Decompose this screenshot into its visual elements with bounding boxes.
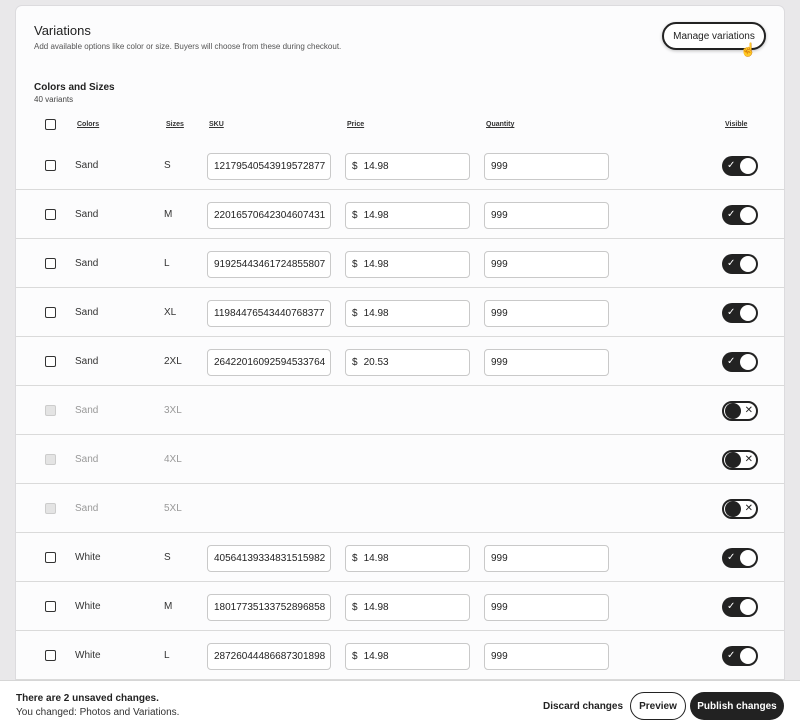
color-cell: Sand: [75, 258, 99, 269]
unsaved-detail: You changed: Photos and Variations.: [16, 707, 180, 718]
check-icon: ✓: [727, 601, 736, 612]
table-row: [16, 337, 784, 386]
price-input[interactable]: [345, 202, 470, 229]
visibility-toggle[interactable]: [722, 352, 758, 372]
quantity-input[interactable]: [484, 349, 609, 376]
check-icon: ✓: [727, 356, 736, 367]
column-header-colors[interactable]: Colors: [77, 121, 100, 128]
toggle-knob: [740, 599, 756, 615]
sku-input[interactable]: [207, 202, 331, 229]
currency-symbol: $: [352, 602, 358, 613]
row-checkbox[interactable]: [45, 601, 56, 612]
price-value: 14.98: [363, 161, 389, 172]
quantity-input[interactable]: [484, 643, 609, 670]
table-row: [16, 582, 784, 631]
price-input[interactable]: [345, 594, 470, 621]
row-checkbox: [45, 503, 56, 514]
toggle-knob: [725, 452, 741, 468]
price-input[interactable]: [345, 300, 470, 327]
quantity-value: 999: [491, 651, 508, 662]
currency-symbol: $: [352, 357, 358, 368]
sku-input[interactable]: [207, 643, 331, 670]
color-cell: Sand: [75, 160, 99, 171]
currency-symbol: $: [352, 651, 358, 662]
price-value: 14.98: [363, 602, 389, 613]
toggle-knob: [740, 648, 756, 664]
currency-symbol: $: [352, 161, 358, 172]
visibility-toggle[interactable]: [722, 401, 758, 421]
color-cell: Sand: [75, 209, 99, 220]
price-value: 20.53: [363, 357, 389, 368]
visibility-toggle[interactable]: [722, 646, 758, 666]
sku-value: 22016570642304607431: [214, 210, 326, 221]
sku-value: 28726044486687301898: [214, 651, 326, 662]
row-checkbox[interactable]: [45, 552, 56, 563]
color-cell: Sand: [75, 356, 99, 367]
quantity-input[interactable]: [484, 545, 609, 572]
currency-symbol: $: [352, 308, 358, 319]
quantity-value: 999: [491, 602, 508, 613]
row-checkbox: [45, 405, 56, 416]
visibility-toggle[interactable]: [722, 205, 758, 225]
toggle-knob: [740, 305, 756, 321]
row-checkbox: [45, 454, 56, 465]
size-cell: M: [164, 601, 173, 612]
sku-value: 11984476543440768377: [214, 308, 325, 319]
quantity-value: 999: [491, 553, 508, 564]
table-row: [16, 141, 784, 190]
column-header-sizes[interactable]: Sizes: [166, 121, 184, 128]
toggle-knob: [725, 403, 741, 419]
table-row: [16, 190, 784, 239]
color-cell: Sand: [75, 454, 99, 465]
table-row: [16, 533, 784, 582]
visibility-toggle[interactable]: [722, 303, 758, 323]
price-value: 14.98: [363, 210, 389, 221]
column-header-price[interactable]: Price: [347, 121, 365, 128]
size-cell: 4XL: [164, 454, 182, 465]
visibility-toggle[interactable]: [722, 499, 758, 519]
toggle-knob: [740, 256, 756, 272]
section-header: [34, 23, 341, 51]
color-cell: Sand: [75, 405, 99, 416]
row-checkbox[interactable]: [45, 258, 56, 269]
publish-changes-button[interactable]: Publish changes: [690, 692, 784, 720]
preview-button[interactable]: Preview: [630, 692, 686, 720]
x-icon: ✕: [744, 454, 753, 465]
size-cell: L: [164, 650, 170, 661]
sku-value: 40564139334831515982: [214, 553, 326, 564]
visibility-toggle[interactable]: [722, 450, 758, 470]
color-cell: Sand: [75, 307, 99, 318]
sku-input[interactable]: [207, 251, 331, 278]
hand-pointer-icon: ☝: [740, 42, 757, 57]
quantity-input[interactable]: [484, 251, 609, 278]
size-cell: S: [164, 552, 171, 563]
quantity-value: 999: [491, 357, 508, 368]
table-row: [16, 631, 784, 680]
table-row: [16, 386, 784, 435]
currency-symbol: $: [352, 553, 358, 564]
unsaved-title: There are 2 unsaved changes.: [16, 693, 159, 704]
visibility-toggle[interactable]: [722, 254, 758, 274]
section-subtitle: Add available options like color or size. Buyers will choose from these during checkout.: [34, 42, 342, 51]
group-title: Colors and Sizes: [34, 82, 115, 93]
table-row: [16, 288, 784, 337]
price-value: 14.98: [363, 651, 389, 662]
section-title: Variations: [34, 23, 91, 38]
price-input[interactable]: [345, 251, 470, 278]
size-cell: 3XL: [164, 405, 182, 416]
check-icon: ✓: [727, 552, 736, 563]
toggle-knob: [740, 550, 756, 566]
variant-count: 40 variants: [34, 95, 74, 104]
price-value: 14.98: [363, 259, 389, 270]
visibility-toggle[interactable]: [722, 548, 758, 568]
currency-symbol: $: [352, 210, 358, 221]
column-header-sku[interactable]: SKU: [209, 121, 224, 128]
discard-changes-button[interactable]: Discard changes: [535, 693, 631, 719]
toggle-knob: [740, 354, 756, 370]
price-input[interactable]: [345, 643, 470, 670]
variations-card: [16, 6, 784, 726]
table-row: [16, 239, 784, 288]
quantity-input[interactable]: [484, 202, 609, 229]
sku-value: 12179540543919572877: [214, 161, 326, 172]
sku-value: 26422016092594533764: [214, 357, 326, 368]
visibility-toggle[interactable]: [722, 156, 758, 176]
quantity-value: 999: [491, 161, 508, 172]
quantity-value: 999: [491, 259, 508, 270]
color-cell: White: [75, 601, 101, 612]
color-cell: White: [75, 552, 101, 563]
toggle-knob: [740, 207, 756, 223]
column-header-visible[interactable]: Visible: [725, 121, 748, 128]
table-row: [16, 435, 784, 484]
check-icon: ✓: [727, 209, 736, 220]
size-cell: 2XL: [164, 356, 182, 367]
visibility-toggle[interactable]: [722, 597, 758, 617]
unsaved-changes-bar: [0, 680, 800, 727]
toggle-knob: [740, 158, 756, 174]
sku-input[interactable]: [207, 594, 331, 621]
quantity-input[interactable]: [484, 300, 609, 327]
column-header-quantity[interactable]: Quantity: [486, 121, 515, 128]
quantity-value: 999: [491, 308, 508, 319]
currency-symbol: $: [352, 259, 358, 270]
x-icon: ✕: [744, 503, 753, 514]
sku-value: 91925443461724855807: [214, 259, 326, 270]
table-header: [16, 119, 784, 141]
sku-input[interactable]: [207, 300, 331, 327]
manage-variations-button[interactable]: Manage variations: [662, 22, 766, 50]
select-all-checkbox[interactable]: [45, 119, 56, 130]
price-input[interactable]: [345, 545, 470, 572]
price-input[interactable]: [345, 153, 470, 180]
price-value: 14.98: [363, 553, 389, 564]
size-cell: 5XL: [164, 503, 182, 514]
color-cell: Sand: [75, 503, 99, 514]
row-checkbox[interactable]: [45, 307, 56, 318]
toggle-knob: [725, 501, 741, 517]
sku-input[interactable]: [207, 153, 331, 180]
sku-value: 18017735133752896858: [214, 602, 326, 613]
check-icon: ✓: [727, 307, 736, 318]
row-checkbox[interactable]: [45, 209, 56, 220]
color-cell: White: [75, 650, 101, 661]
row-checkbox[interactable]: [45, 160, 56, 171]
size-cell: S: [164, 160, 171, 171]
size-cell: L: [164, 258, 170, 269]
sku-input[interactable]: [207, 545, 331, 572]
row-checkbox[interactable]: [45, 356, 56, 367]
table-row: [16, 484, 784, 533]
size-cell: M: [164, 209, 173, 220]
row-checkbox[interactable]: [45, 650, 56, 661]
quantity-value: 999: [491, 210, 508, 221]
price-input[interactable]: [345, 349, 470, 376]
x-icon: ✕: [744, 405, 753, 416]
check-icon: ✓: [727, 160, 736, 171]
quantity-input[interactable]: [484, 594, 609, 621]
price-value: 14.98: [363, 308, 389, 319]
size-cell: XL: [164, 307, 177, 318]
check-icon: ✓: [727, 650, 736, 661]
quantity-input[interactable]: [484, 153, 609, 180]
check-icon: ✓: [727, 258, 736, 269]
sku-input[interactable]: [207, 349, 331, 376]
